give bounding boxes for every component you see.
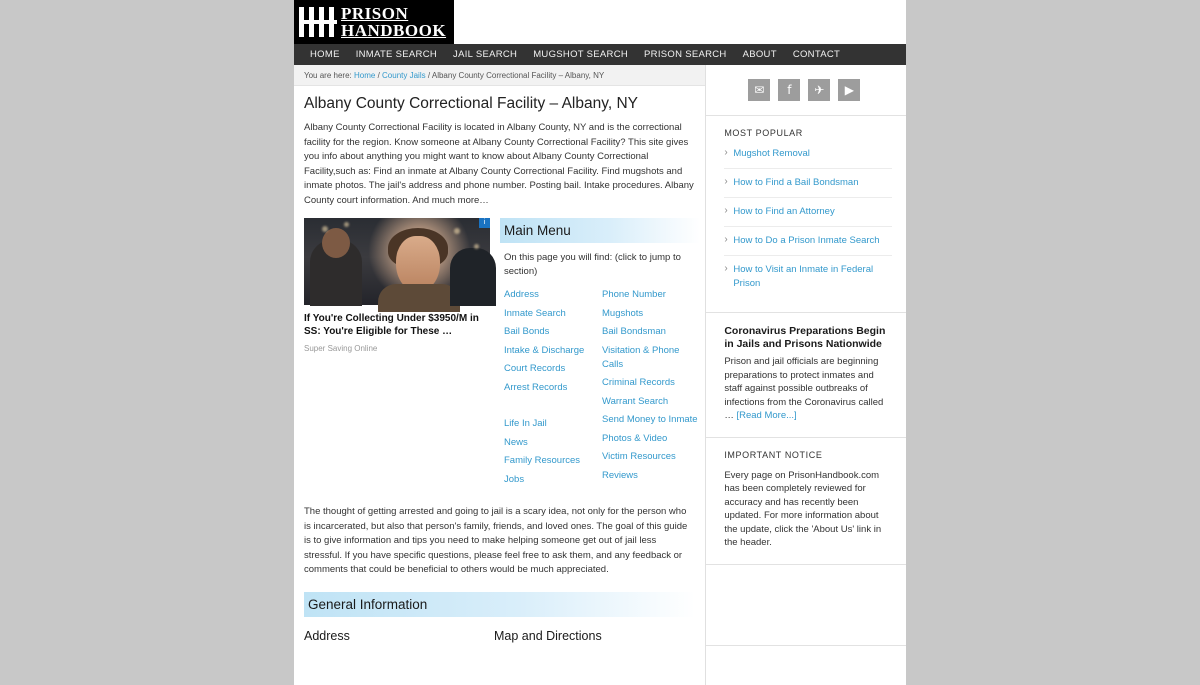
youtube-icon[interactable]: ▶ [838,79,860,101]
menu-link-bail-bondsman[interactable]: Bail Bondsman [602,326,666,337]
menu-link-family-resources[interactable]: Family Resources [504,455,581,466]
logo-line-2: HANDBOOK [341,21,447,40]
important-notice-widget [706,438,906,565]
menu-link-send-money-to-inmate[interactable]: Send Money to Inmate [602,414,698,425]
facebook-icon[interactable]: f [778,79,800,101]
breadcrumb-prefix: You are here: [304,71,352,80]
popular-link-prison-inmate-search[interactable]: › How to Do a Prison Inmate Search [724,234,892,256]
ad-info-icon[interactable]: i [479,218,490,228]
ad-source: Super Saving Online [304,344,378,353]
menu-link-address[interactable]: Address [504,289,539,300]
general-information-heading: General Information [304,592,695,617]
popular-link-find-bail-bondsman[interactable]: › How to Find a Bail Bondsman [724,176,892,198]
sidebar [705,65,906,685]
menu-link-victim-resources[interactable]: Victim Resources [602,451,676,462]
popular-link-mugshot-removal[interactable]: › Mugshot Removal [724,147,892,169]
main-menu-column-left [504,288,602,491]
breadcrumb-sep-2: / [427,71,431,80]
news-title[interactable]: Coronavirus Preparations Begin in Jails and Prisons Nationwide [724,325,886,350]
site-logo[interactable] [294,0,454,44]
nav-item-about[interactable]: ABOUT [742,49,777,60]
nav-item-jail-search[interactable]: JAIL SEARCH [453,49,518,60]
address-heading: Address [304,628,350,643]
logo-text [341,5,446,39]
breadcrumb-sep-1: / [377,71,380,80]
address-column [304,629,494,643]
ad-headline[interactable]: If You're Collecting Under $3950/M in SS: You're Eligible for These … [304,313,479,337]
main-nav [294,44,906,65]
email-icon[interactable]: ✉ [748,79,770,101]
map-column [494,629,602,643]
breadcrumb-link-home[interactable]: Home [353,71,376,80]
ad-figure-body [378,284,460,312]
advertisement[interactable] [304,218,490,353]
nav-item-inmate-search[interactable]: INMATE SEARCH [355,49,438,60]
site-container [294,0,906,685]
page-intro-paragraph: Albany County Correctional Facility is located in Albany County, NY and is the correctional facility for the region. Know someone at Albany County Correctional Facility? This site gives you info about anything you might want to know about Albany County Correctional Facility,such as: Find an inmate at Albany County Correctional Facility. Find mugshots and inmate photos. The jail's address and phone number. Posting bail. Intake procedures. Albany County court information. And much more… [304,122,694,206]
menu-link-criminal-records[interactable]: Criminal Records [602,377,675,388]
main-menu-block [500,218,700,491]
menu-link-inmate-search[interactable]: Inmate Search [504,307,566,319]
menu-link-court-records[interactable]: Court Records [504,363,566,374]
menu-link-life-in-jail[interactable]: Life In Jail [504,418,547,429]
most-popular-title: MOST POPULAR [724,128,803,138]
menu-link-news[interactable]: News [504,436,528,448]
nav-item-prison-search[interactable]: PRISON SEARCH [644,49,727,60]
popular-link-find-attorney[interactable]: › How to Find an Attorney [724,205,892,227]
menu-link-reviews[interactable]: Reviews [602,469,638,481]
most-popular-list [724,147,892,298]
menu-link-mugshots[interactable]: Mugshots [602,307,644,319]
ad-image[interactable] [304,218,490,305]
menu-link-jobs[interactable]: Jobs [504,473,525,485]
breadcrumb-link-county-jails[interactable]: County Jails [382,71,426,80]
most-popular-widget [706,116,906,313]
important-notice-title: IMPORTANT NOTICE [724,449,823,460]
ad-figure-left [310,240,362,306]
nav-item-home[interactable]: HOME [310,49,340,60]
breadcrumb-current: Albany County Correctional Facility – Albany, NY [431,71,605,80]
breadcrumb [294,65,705,86]
main-column [294,65,705,643]
news-read-more-link[interactable]: [Read More...] [736,410,797,421]
main-menu-grid [504,288,700,491]
page-body-paragraph: The thought of getting arrested and going to jail is a scary idea, not only for the person who is incarcerated, but also that person's family, friends, and loved ones. The goal of this guide is to give information and tips you need to make helping someone get out of jail less stressful. If you have specific questions, please feel free to ask them, and any feedback or comments that could be beneficial to others would be much appreciated. [304,506,688,575]
main-menu-note: On this page you will find: (click to jump to section) [504,252,681,277]
prison-bars-icon [299,7,337,37]
map-heading: Map and Directions [494,628,602,643]
content-wrap [294,65,906,685]
news-body [724,355,892,423]
menu-link-intake-discharge[interactable]: Intake & Discharge [504,344,585,356]
news-widget [706,313,906,438]
twitter-icon[interactable]: ✈ [808,79,830,101]
menu-spacer-left [504,399,602,417]
nav-item-mugshot-search[interactable]: MUGSHOT SEARCH [533,49,629,60]
page-title: Albany County Correctional Facility – Albany, NY [304,95,638,112]
menu-link-visitation-phone-calls[interactable]: Visitation & Phone Calls [602,344,680,370]
logo-line-1: PRISON [341,4,409,23]
popular-link-visit-inmate-federal-prison[interactable]: › How to Visit an Inmate in Federal Prison [724,263,892,298]
ad-and-menu-row [294,218,705,491]
nav-item-contact[interactable]: CONTACT [792,49,841,60]
general-information-columns [304,629,695,643]
news-excerpt: Prison and jail officials are beginning preparations to protect inmates and staff against possible outbreaks of infections from the Coronavirus called … [724,356,884,421]
menu-link-bail-bonds[interactable]: Bail Bonds [504,326,550,337]
social-links [706,65,906,116]
ad-figure-right [450,248,496,306]
menu-link-arrest-records[interactable]: Arrest Records [504,381,568,393]
main-menu-column-right [602,288,700,491]
menu-link-phone-number[interactable]: Phone Number [602,289,666,300]
main-menu-heading: Main Menu [500,218,700,243]
sidebar-empty-widget [706,565,906,646]
masthead [294,0,906,44]
important-notice-body: Every page on PrisonHandbook.com has been completely reviewed for accuracy and has recently been updated. For more information about the update, click the 'About Us' link in the header. [724,469,882,548]
menu-link-warrant-search[interactable]: Warrant Search [602,395,669,407]
menu-link-photos-video[interactable]: Photos & Video [602,432,668,444]
